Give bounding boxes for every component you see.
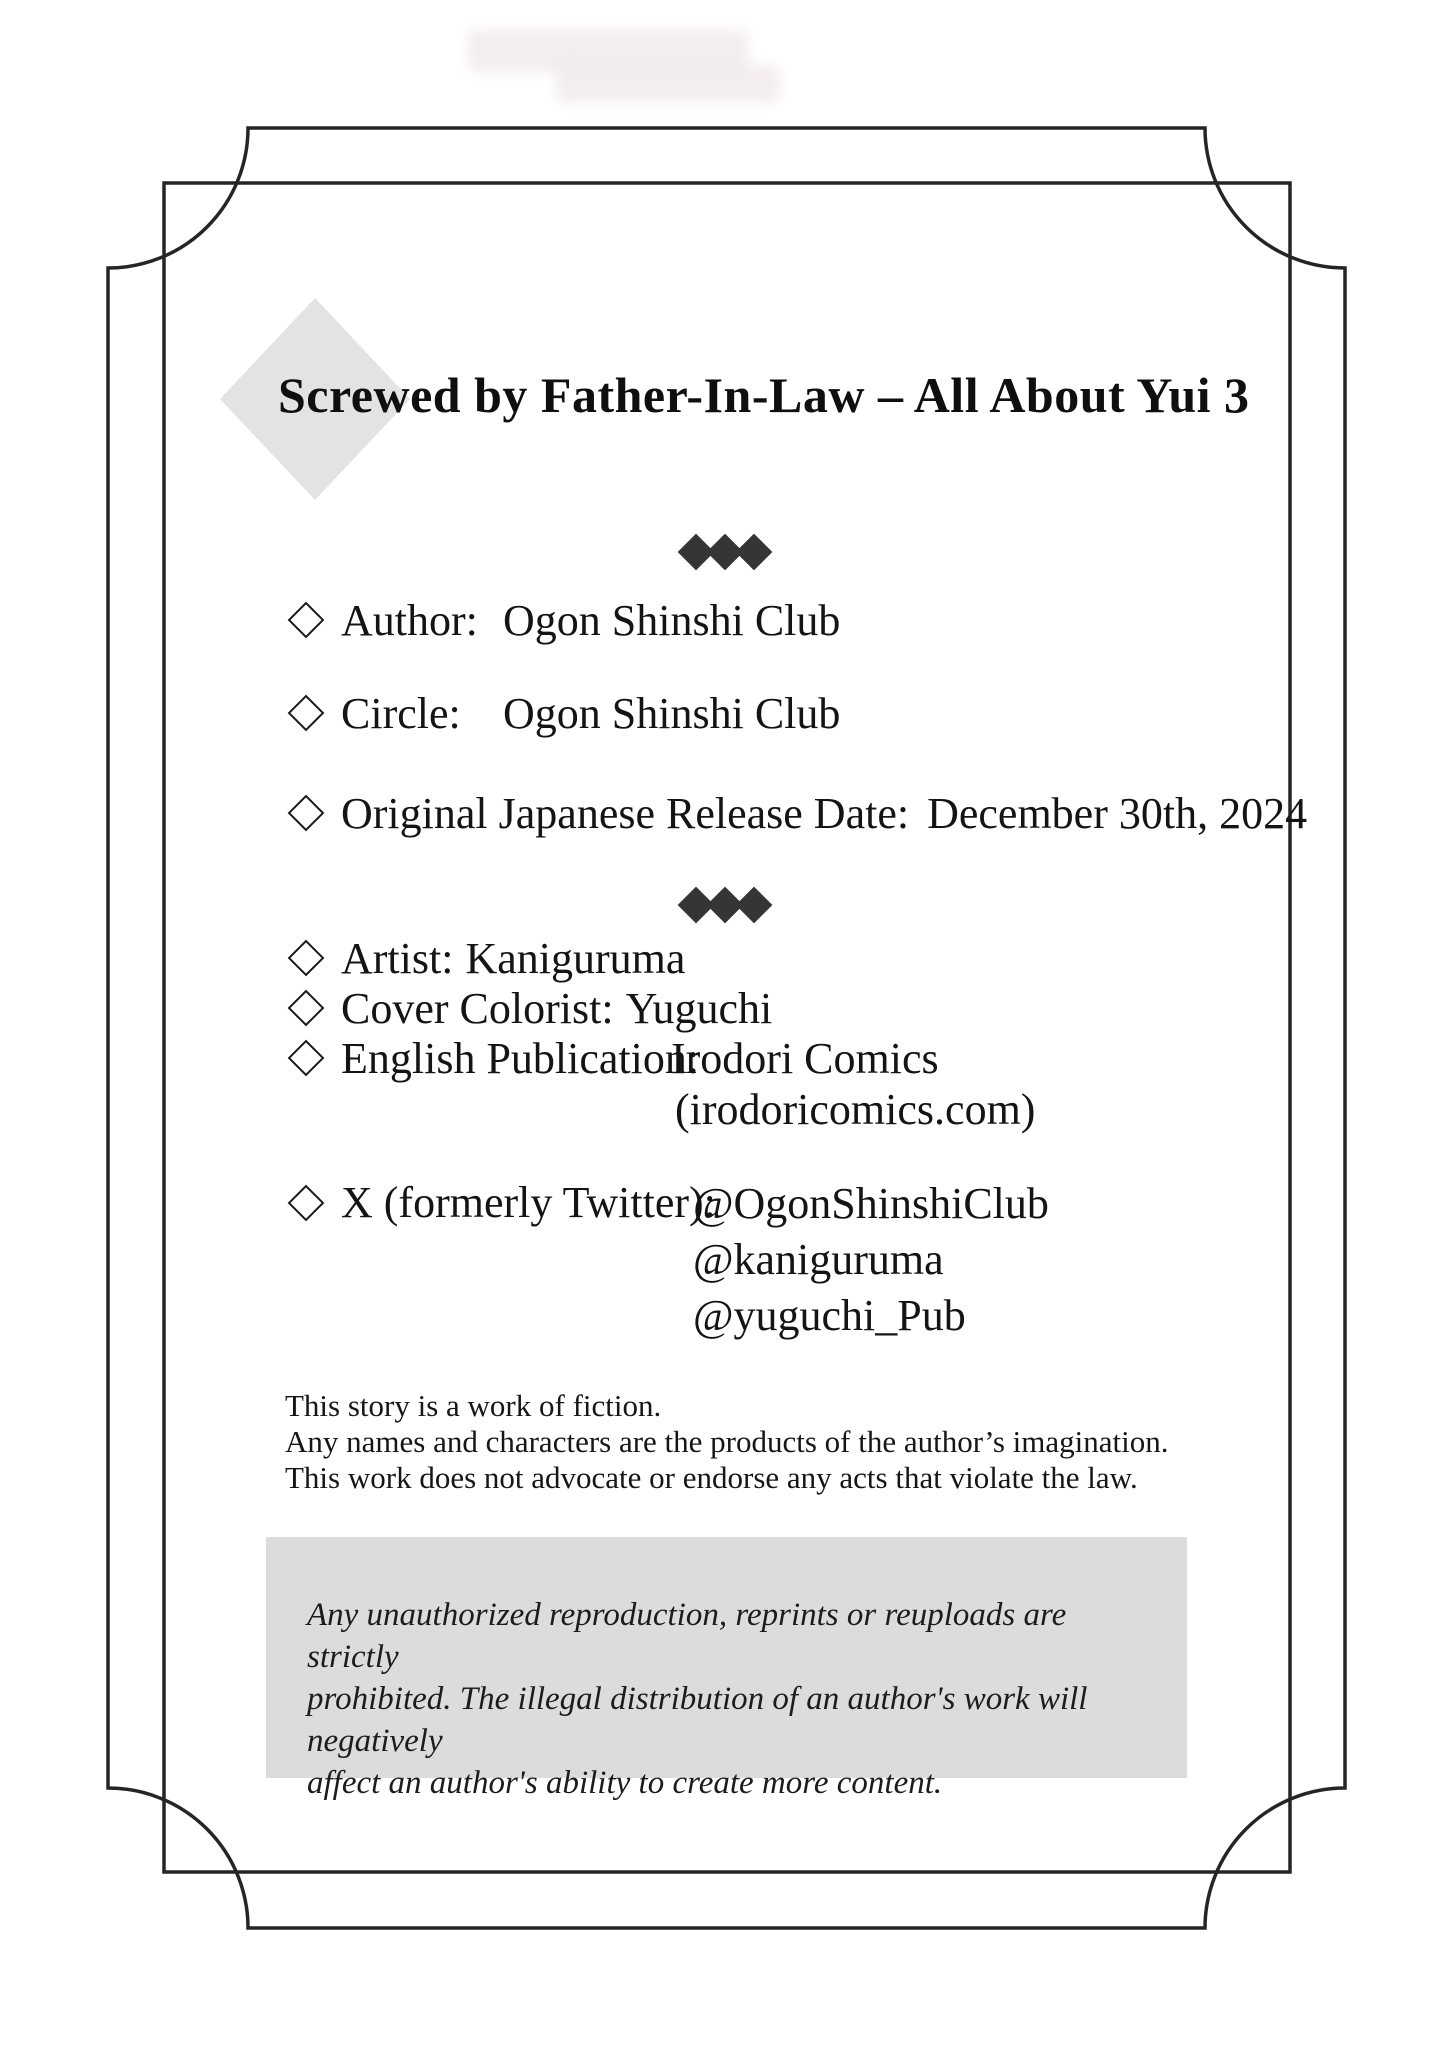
twitter-handle: @kaniguruma — [693, 1235, 944, 1284]
copyright-notice-box — [266, 1537, 1187, 1801]
credit-row-cover-colorist — [287, 983, 772, 1033]
notice-line: Any unauthorized reproduction, reprints or reuploads are strictly — [307, 1597, 1067, 1675]
diamond-bullet-icon — [288, 990, 325, 1027]
english-publication-value: Irodori Comics — [671, 1033, 939, 1083]
circle-value: Ogon Shinshi Club — [503, 688, 841, 738]
artist-label: Artist: — [341, 933, 454, 983]
artist-value: Kaniguruma — [465, 933, 686, 983]
credit-row-author — [287, 595, 840, 645]
disclaimer-line: This story is a work of fiction. — [285, 1388, 662, 1423]
credit-row-circle — [287, 688, 840, 738]
diamond-bullet-icon — [288, 1185, 325, 1222]
credit-row-artist — [287, 933, 685, 983]
diamond-separator-icon — [683, 892, 767, 918]
release-date-value: December 30th, 2024 — [927, 788, 1308, 838]
diamond-separator-icon — [683, 539, 767, 565]
disclaimer-line: Any names and characters are the products of the author’s imagination. — [285, 1424, 1169, 1459]
credit-row-release-date — [287, 788, 1307, 838]
filled-diamond-icon — [736, 887, 773, 924]
credit-row-english-publication — [287, 1033, 939, 1083]
publisher-url: (irodoricomics.com) — [675, 1085, 1036, 1134]
notice-line: prohibited. The illegal distribution of an author's work will negatively — [307, 1681, 1088, 1759]
circle-label: Circle: — [341, 688, 461, 738]
notice-line: affect an author's ability to create more content. — [307, 1765, 943, 1801]
copyright-notice-text — [307, 1594, 1157, 1804]
cover-colorist-value: Yuguchi — [625, 983, 773, 1033]
diamond-bullet-icon — [288, 695, 325, 732]
twitter-handles — [693, 1176, 1049, 1344]
diamond-bullet-icon — [288, 602, 325, 639]
disclaimer-line: This work does not advocate or endorse any acts that violate the law. — [285, 1460, 1138, 1495]
diamond-bullet-icon — [288, 795, 325, 832]
author-label: Author: — [341, 595, 478, 645]
cover-colorist-label: Cover Colorist: — [341, 983, 614, 1033]
diamond-bullet-icon — [288, 1040, 325, 1077]
twitter-label: X (formerly Twitter): — [341, 1178, 716, 1227]
credit-row-twitter — [287, 1178, 1049, 1340]
filled-diamond-icon — [736, 534, 773, 571]
page-title: Screwed by Father-In-Law – All About Yui 3 — [278, 367, 1250, 423]
english-publication-label: English Publication: — [341, 1033, 700, 1083]
release-date-label: Original Japanese Release Date: — [341, 788, 910, 838]
diamond-bullet-icon — [288, 940, 325, 977]
author-value: Ogon Shinshi Club — [503, 595, 841, 645]
fiction-disclaimer — [285, 1388, 1169, 1496]
twitter-handle: @yuguchi_Pub — [693, 1291, 966, 1340]
twitter-handle: @OgonShinshiClub — [693, 1179, 1049, 1228]
